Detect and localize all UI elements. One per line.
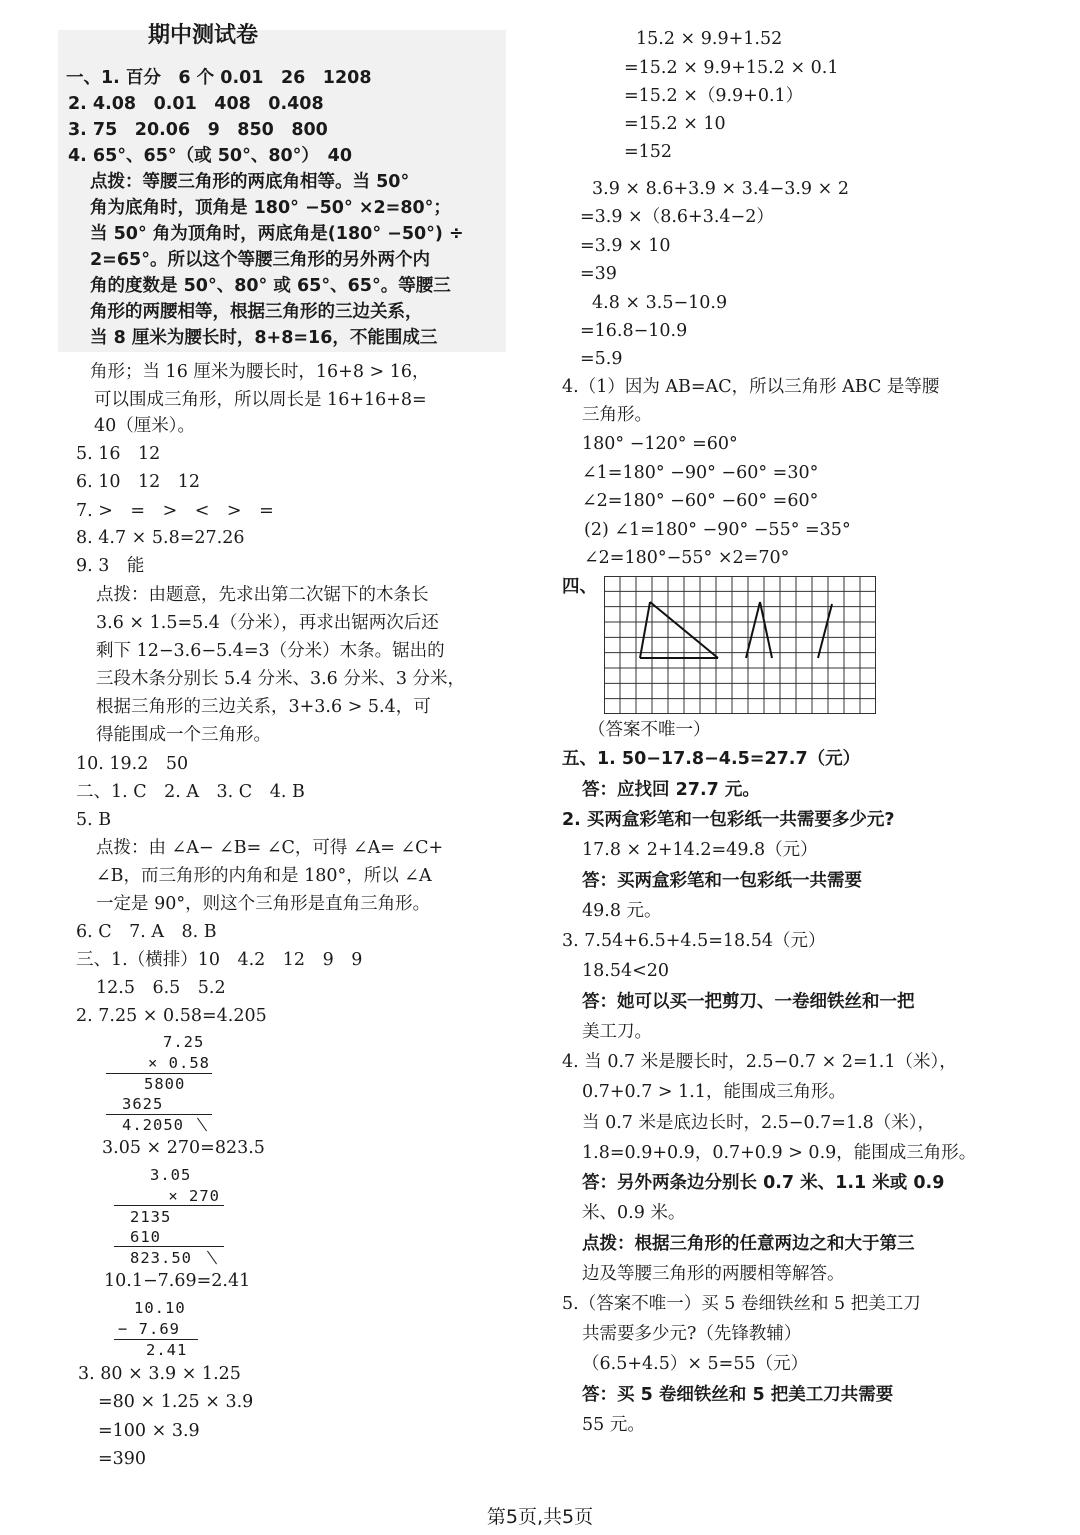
hint-line: 点拨：等腰三角形的两底角相等。当 50° [90,172,410,192]
vertical-calc-digit: 3625 [122,1095,164,1113]
answer-line: 二、1. C 2. A 3. C 4. B [76,782,305,802]
answer-line: 答：另外两条边分别长 0.7 米、1.1 米或 0.9 [582,1173,945,1193]
answer-line: 2. 7.25 × 0.58=4.205 [76,1006,267,1026]
answer-line: 答：她可以买一把剪刀、一卷细铁丝和一把 [582,992,915,1012]
vertical-calc-digit: × 0.58 [148,1054,210,1072]
vertical-calc-digit: 10.10 [134,1299,186,1317]
hint-line: 角为底角时，顶角是 180° −50° ×2=80°； [90,198,451,218]
answer-line: 3.9 × 8.6+3.9 × 3.4−3.9 × 2 [592,179,849,199]
vertical-calc-digit: 610 [130,1228,161,1246]
answer-line: 5. 16 12 [76,444,161,464]
triangle-edge [640,602,650,658]
answer-line: 12.5 6.5 5.2 [96,978,226,998]
answer-line: 18.54<20 [582,961,670,981]
hint-line: 点拨：由题意，先求出第二次锯下的木条长 [96,585,429,605]
answer-line: 4. 当 0.7 米是腰长时，2.5−0.7 × 2=1.1（米）， [562,1052,957,1072]
answer-line: =15.2 × 9.9+15.2 × 0.1 [624,58,839,78]
answer-line: 15.2 × 9.9+1.52 [636,29,783,49]
hint-line: ∠B，而三角形的内角和是 180°，所以 ∠A [96,866,432,886]
answer-line: 17.8 × 2+14.2=49.8（元） [582,840,818,860]
answer-line: 49.8 元。 [582,901,662,921]
answer-line: 4.8 × 3.5−10.9 [592,293,728,313]
answer-line: 10. 19.2 50 [76,754,189,774]
page-footer: 第5页,共5页 [486,1506,594,1528]
hint-line: 剩下 12−3.6−5.4=3（分米）木条。锯出的 [96,641,445,661]
answer-line: 180° −120° =60° [582,434,738,454]
answer-line: 五、1. 50−17.8−4.5=27.7（元） [562,749,861,769]
answer-line: (2) ∠1=180° −90° −55° =35° [584,520,851,540]
answer-line: 8. 4.7 × 5.8=27.26 [76,528,245,548]
answer-line: =39 [580,264,617,284]
answer-line: 6. C 7. A 8. B [76,922,217,942]
answer-line: 3. 75 20.06 9 850 800 [68,120,328,140]
hint-line: 角的度数是 50°、80° 或 65°、65°。等腰三 [90,276,451,296]
vertical-calc-digit: 5800 [144,1075,186,1093]
vertical-calc-digit: 7.25 [163,1033,205,1051]
answer-line: =152 [624,142,673,162]
vertical-calc-digit: 823.50 [130,1249,192,1267]
drawing-grid [604,576,876,714]
answer-line: =100 × 3.9 [98,1421,200,1441]
hint-line: 角形的两腰相等，根据三角形的三边关系， [90,302,423,322]
vertical-calc-digit: 4.2050 [122,1116,184,1134]
answer-line: 6. 10 12 12 [76,472,201,492]
vertical-calc-digit: 2.41 [146,1341,188,1359]
answer-line: ∠1=180° −90° −60° =30° [582,463,819,483]
answer-line: 3. 80 × 3.9 × 1.25 [78,1364,241,1384]
hint-line: 点拨：根据三角形的任意两边之和大于第三 [582,1234,915,1254]
hint-line: 点拨：由 ∠A− ∠B= ∠C，可得 ∠A= ∠C+ [96,838,444,858]
hint-line: 40（厘米）。 [94,416,196,436]
vertical-calc-digit: 2135 [130,1208,172,1226]
answer-line: 0.7+0.7 > 1.1，能围成三角形。 [582,1082,846,1102]
vertical-calc-digit: × 270 [168,1187,220,1205]
hint-line: 当 50° 角为顶角时，两底角是(180° −50°) ÷ [90,224,464,244]
hint-line: 2=65°。所以这个等腰三角形的另外两个内 [90,250,430,270]
section-label: 四、 [562,577,597,597]
page-title: 期中测试卷 [148,23,259,48]
strike-mark [207,1251,217,1265]
vertical-calc-digit: − 7.69 [118,1320,180,1338]
hint-line: 得能围成一个三角形。 [96,725,271,745]
triangle-edge [760,602,772,658]
answer-line: 答：买 5 卷细铁丝和 5 把美工刀共需要 [582,1385,894,1405]
answer-line: =15.2 ×（9.9+0.1） [624,86,804,106]
hint-line: 边及等腰三角形的两腰相等解答。 [582,1264,845,1284]
answer-line: 2. 买两盒彩笔和一包彩纸一共需要多少元? [562,810,895,830]
hint-line: 角形；当 16 厘米为腰长时，16+8 > 16， [90,362,430,382]
answer-line: 三、1.（横排）10 4.2 12 9 9 [76,950,363,970]
answer-line: 美工刀。 [582,1022,652,1042]
answer-line: ∠2=180° −60° −60° =60° [582,491,819,511]
hint-line: 当 8 厘米为腰长时，8+8=16，不能围成三 [90,328,438,348]
answer-line: 一、1. 百分 6 个 0.01 26 1208 [66,68,372,88]
answer-line: 答：应找回 27.7 元。 [582,780,760,800]
answer-line: 4.（1）因为 AB=AC，所以三角形 ABC 是等腰 [562,377,940,397]
answer-line: 10.1−7.69=2.41 [104,1271,251,1291]
answer-line: =16.8−10.9 [580,321,688,341]
answer-line: 4. 65°、65°（或 50°、80°） 40 [68,146,353,166]
answer-line: （6.5+4.5）× 5=55（元） [582,1354,809,1374]
answer-note: （答案不唯一） [588,720,711,740]
answer-line: =5.9 [580,349,623,369]
strike-mark [197,1118,207,1132]
vertical-calc-digit: 3.05 [150,1166,192,1184]
calc-rule-line [114,1205,224,1206]
answer-line: =3.9 × 10 [580,236,671,256]
hint-line: 3.6 × 1.5=5.4（分米），再求出锯两次后还 [96,613,439,633]
answer-line: 2. 4.08 0.01 408 0.408 [68,94,324,114]
answer-line: 3.05 × 270=823.5 [102,1138,265,1158]
answer-line: 三角形。 [582,405,652,425]
answer-line: 1.8=0.9+0.9，0.7+0.9 > 0.9，能围成三角形。 [582,1143,977,1163]
answer-line: 当 0.7 米是底边长时，2.5−0.7=1.8（米）， [582,1113,936,1133]
answer-line: 9. 3 能 [76,556,145,576]
answer-line: ∠2=180°−55° ×2=70° [584,548,790,568]
hint-line: 根据三角形的三边关系，3+3.6 > 5.4，可 [96,697,431,717]
answer-line: =3.9 ×（8.6+3.4−2） [580,207,774,227]
calc-rule-line [114,1246,224,1247]
answer-line: 3. 7.54+6.5+4.5=18.54（元） [562,931,826,951]
answer-line: 7. > = > < > = [76,501,274,521]
answer-line: =390 [98,1449,147,1469]
triangle-edge [818,604,832,658]
hint-line: 三段木条分别长 5.4 分米、3.6 分米、3 分米， [96,669,466,689]
answer-line: 5.（答案不唯一）买 5 卷细铁丝和 5 把美工刀 [562,1294,921,1314]
hint-line: 可以围成三角形，所以周长是 16+16+8= [94,390,427,410]
answer-line: 55 元。 [582,1415,645,1435]
answer-line: =15.2 × 10 [624,114,726,134]
answer-line: 共需要多少元?（先锋教辅） [582,1324,802,1344]
answer-line: =80 × 1.25 × 3.9 [98,1392,254,1412]
answer-line: 米、0.9 米。 [582,1203,686,1223]
answer-line: 答：买两盒彩笔和一包彩纸一共需要 [582,871,862,891]
hint-line: 一定是 90°，则这个三角形是直角三角形。 [96,894,431,914]
answer-line: 5. B [76,810,112,830]
